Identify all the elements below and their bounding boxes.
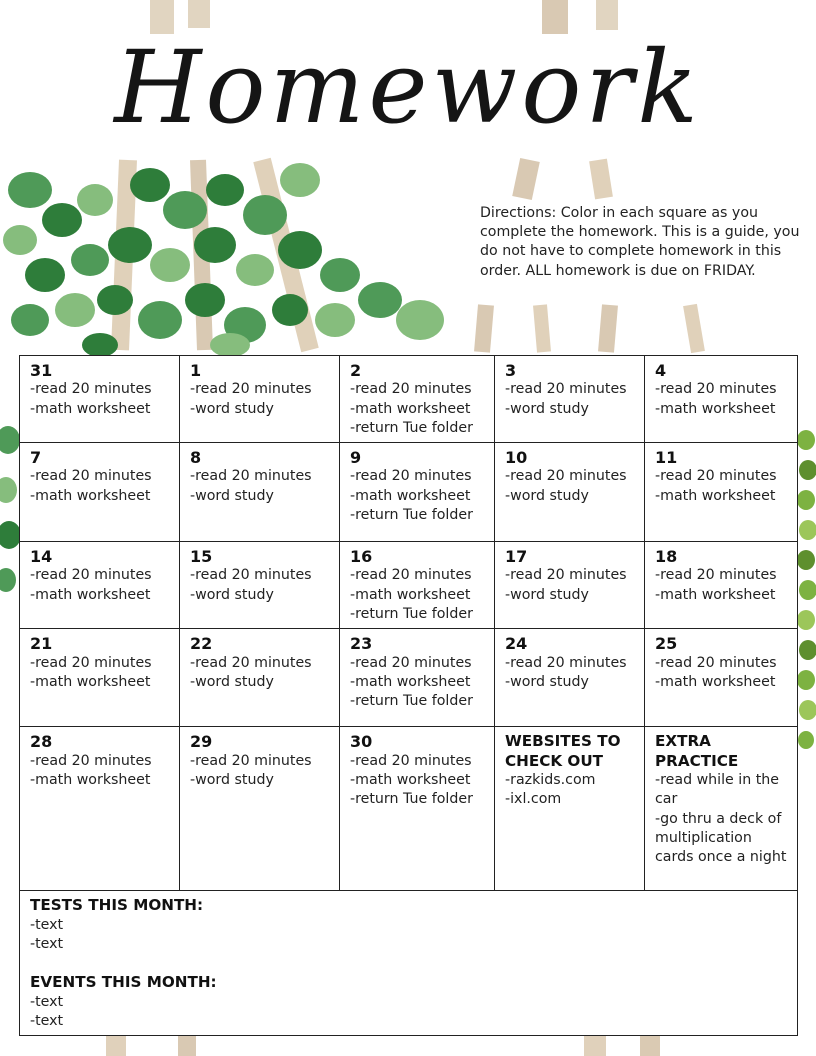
- website-link[interactable]: -razkids.com: [505, 771, 596, 788]
- day-cell[interactable]: [20, 629, 180, 727]
- homework-task: -return Tue folder: [350, 507, 473, 524]
- homework-task: -word study: [505, 400, 589, 417]
- website-link[interactable]: -ixl.com: [505, 791, 562, 808]
- day-number: 17: [505, 547, 528, 567]
- homework-task: -read 20 minutes: [505, 654, 627, 671]
- day-cell[interactable]: [20, 356, 180, 443]
- day-cell[interactable]: [645, 542, 798, 629]
- websites-cell: [495, 727, 645, 891]
- day-number: 10: [505, 448, 528, 468]
- homework-task: -read 20 minutes: [505, 468, 627, 485]
- homework-task: -read 20 minutes: [30, 752, 152, 769]
- homework-task: -word study: [190, 400, 274, 417]
- day-cell[interactable]: [180, 542, 340, 629]
- homework-task: -read 20 minutes: [350, 567, 472, 584]
- day-number: 31: [30, 361, 53, 380]
- homework-task: -return Tue folder: [350, 419, 473, 436]
- directions-text: Directions: Color in each square as you complete the homework. This is a guide, you do not have to complete homework in this order. ALL homework is due on FRIDAY.: [480, 205, 800, 279]
- homework-task: -read 20 minutes: [655, 654, 777, 671]
- day-number: 22: [190, 634, 213, 654]
- homework-task: -word study: [190, 771, 274, 788]
- day-number: 21: [30, 634, 53, 654]
- homework-task: -math worksheet: [350, 400, 471, 417]
- day-number: 11: [655, 448, 678, 468]
- homework-task: -read 20 minutes: [655, 468, 777, 485]
- extra-practice-item: -go thru a deck of multiplication cards once a night: [655, 810, 787, 866]
- homework-task: -math worksheet: [30, 400, 151, 417]
- homework-task: -read 20 minutes: [30, 654, 152, 671]
- day-number: 3: [505, 361, 517, 380]
- homework-task: -return Tue folder: [350, 606, 473, 623]
- day-number: 4: [655, 361, 667, 380]
- homework-task: -math worksheet: [350, 487, 471, 504]
- extra-practice-heading: EXTRA PRACTICE: [655, 732, 739, 770]
- day-cell[interactable]: [340, 443, 495, 542]
- day-number: 24: [505, 634, 528, 654]
- day-cell[interactable]: [340, 727, 495, 891]
- day-cell[interactable]: [645, 356, 798, 443]
- day-cell[interactable]: [340, 629, 495, 727]
- homework-task: -read 20 minutes: [190, 567, 312, 584]
- day-number: 9: [350, 448, 362, 468]
- day-number: 7: [30, 448, 42, 468]
- day-number: 16: [350, 547, 373, 567]
- homework-task: -math worksheet: [30, 487, 151, 504]
- monthly-notes-row: [20, 891, 798, 1036]
- extra-practice-cell: [645, 727, 798, 891]
- calendar-week-row: [20, 542, 798, 629]
- homework-task: -read 20 minutes: [190, 381, 312, 398]
- homework-task: -word study: [505, 673, 589, 690]
- calendar-week-row: [20, 727, 798, 891]
- test-item: -text: [30, 935, 64, 952]
- day-cell[interactable]: [180, 443, 340, 542]
- day-cell[interactable]: [495, 443, 645, 542]
- day-cell[interactable]: [495, 356, 645, 443]
- homework-task: -word study: [190, 487, 274, 504]
- homework-task: -read 20 minutes: [655, 381, 777, 398]
- day-number: 23: [350, 634, 373, 654]
- homework-task: -math worksheet: [655, 400, 776, 417]
- homework-task: -read 20 minutes: [505, 381, 627, 398]
- day-cell[interactable]: [645, 629, 798, 727]
- homework-task: -math worksheet: [30, 771, 151, 788]
- day-number: 15: [190, 547, 213, 567]
- homework-task: -math worksheet: [350, 673, 471, 690]
- homework-task: -read 20 minutes: [350, 752, 472, 769]
- homework-task: -math worksheet: [350, 771, 471, 788]
- homework-task: -read 20 minutes: [350, 381, 472, 398]
- homework-task: -return Tue folder: [350, 693, 473, 710]
- homework-task: -math worksheet: [30, 673, 151, 690]
- homework-task: -read 20 minutes: [505, 567, 627, 584]
- homework-task: -read 20 minutes: [190, 468, 312, 485]
- page-title: Homework: [114, 29, 702, 146]
- homework-task: -math worksheet: [655, 487, 776, 504]
- day-number: 2: [350, 361, 362, 380]
- day-cell[interactable]: [20, 443, 180, 542]
- day-cell[interactable]: [645, 443, 798, 542]
- websites-heading: WEBSITES TO CHECK OUT: [505, 732, 621, 770]
- events-heading: EVENTS THIS MONTH:: [30, 973, 217, 992]
- day-number: 14: [30, 547, 53, 567]
- homework-task: -read 20 minutes: [30, 567, 152, 584]
- day-cell[interactable]: [340, 542, 495, 629]
- day-cell[interactable]: [180, 356, 340, 443]
- homework-task: -math worksheet: [350, 586, 471, 603]
- day-number: 25: [655, 634, 678, 654]
- day-number: 29: [190, 732, 213, 752]
- homework-task: -word study: [190, 673, 274, 690]
- homework-task: -word study: [505, 586, 589, 603]
- monthly-notes-cell: [20, 891, 798, 1036]
- day-cell[interactable]: [180, 727, 340, 891]
- day-cell[interactable]: [180, 629, 340, 727]
- homework-task: -math worksheet: [30, 586, 151, 603]
- homework-task: -read 20 minutes: [350, 468, 472, 485]
- homework-task: -read 20 minutes: [30, 381, 152, 398]
- extra-practice-item: -read while in the car: [655, 771, 780, 808]
- homework-task: -read 20 minutes: [190, 654, 312, 671]
- day-number: 30: [350, 732, 373, 752]
- section-spacer: [30, 954, 793, 973]
- calendar-week-row: [20, 443, 798, 542]
- day-cell[interactable]: [20, 727, 180, 891]
- homework-calendar: [19, 355, 798, 1036]
- day-number: 28: [30, 732, 53, 752]
- homework-task: -read 20 minutes: [30, 468, 152, 485]
- day-cell[interactable]: [340, 356, 495, 443]
- event-item: -text: [30, 1012, 64, 1029]
- homework-task: -math worksheet: [655, 673, 776, 690]
- test-item: -text: [30, 916, 64, 933]
- tests-heading: TESTS THIS MONTH:: [30, 896, 204, 915]
- homework-task: -read 20 minutes: [350, 654, 472, 671]
- day-cell[interactable]: [20, 542, 180, 629]
- day-cell[interactable]: [495, 542, 645, 629]
- homework-task: -word study: [505, 487, 589, 504]
- event-item: -text: [30, 993, 64, 1010]
- homework-task: -return Tue folder: [350, 791, 473, 808]
- homework-task: -read 20 minutes: [190, 752, 312, 769]
- homework-task: -word study: [190, 586, 274, 603]
- day-cell[interactable]: [495, 629, 645, 727]
- day-number: 1: [190, 361, 202, 380]
- day-number: 18: [655, 547, 678, 567]
- homework-task: -read 20 minutes: [655, 567, 777, 584]
- homework-task: -math worksheet: [655, 586, 776, 603]
- calendar-week-row: [20, 356, 798, 443]
- day-number: 8: [190, 448, 202, 468]
- calendar-week-row: [20, 629, 798, 727]
